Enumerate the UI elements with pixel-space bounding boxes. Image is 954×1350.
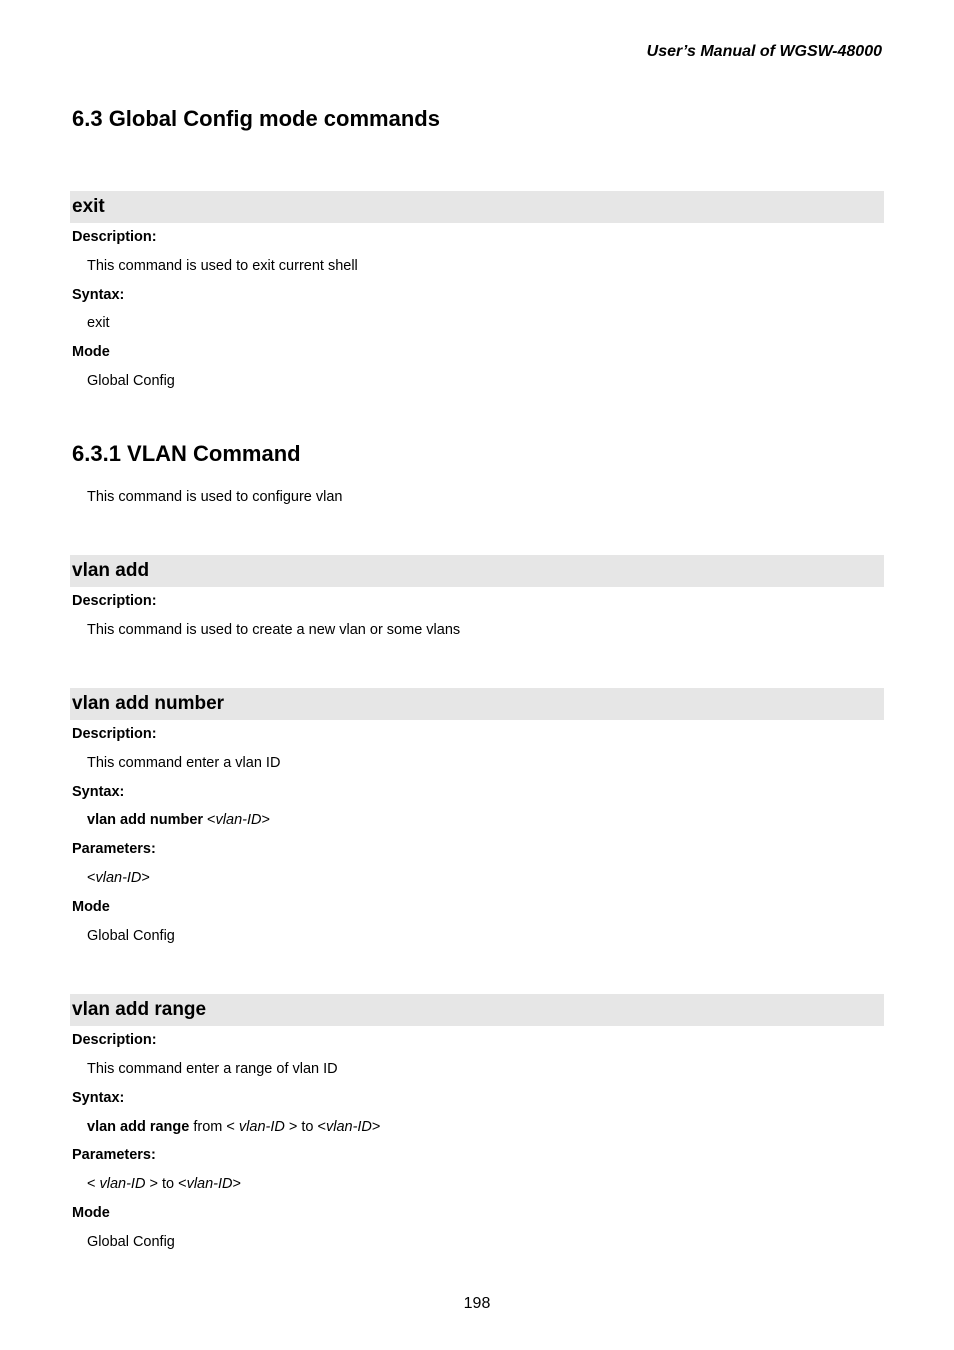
param-lt: < bbox=[87, 1176, 100, 1192]
vlan-add-range-mode: Global Config bbox=[87, 1234, 175, 1250]
exit-description-label: Description: bbox=[72, 229, 157, 245]
param-arg-end: vlan-ID bbox=[186, 1176, 233, 1192]
vlan-add-number-syntax bbox=[87, 812, 270, 828]
syntax-arg-start: vlan-ID bbox=[238, 1119, 285, 1135]
param-gt: > bbox=[141, 870, 150, 886]
vlan-add-range-syntax bbox=[87, 1119, 380, 1135]
syntax-arg: vlan-ID bbox=[215, 812, 262, 828]
param-lt: < bbox=[87, 870, 96, 886]
syntax-to: > to < bbox=[284, 1119, 326, 1135]
syntax-arg-end: vlan-ID bbox=[325, 1119, 372, 1135]
vlan-add-range-parameter bbox=[87, 1176, 241, 1192]
syntax-command: vlan add number bbox=[87, 812, 204, 828]
exit-syntax-label: Syntax: bbox=[72, 287, 125, 303]
command-bar-vlan-add-number bbox=[70, 688, 884, 720]
command-bar-vlan-add-range bbox=[70, 994, 884, 1026]
vlan-intro: This command is used to configure vlan bbox=[87, 489, 343, 505]
vlan-add-description: This command is used to create a new vlan or some vlans bbox=[87, 622, 461, 638]
param-arg: vlan-ID bbox=[95, 870, 142, 886]
vlan-add-number-mode: Global Config bbox=[87, 928, 175, 944]
syntax-lt: < bbox=[203, 812, 216, 828]
exit-description: This command is used to exit current shell bbox=[87, 258, 358, 274]
command-bar-exit bbox=[70, 191, 884, 223]
syntax-gt: > bbox=[261, 812, 270, 828]
vlan-add-range-parameters-label: Parameters: bbox=[72, 1147, 156, 1163]
syntax-gt: > bbox=[371, 1119, 381, 1135]
vlan-add-number-mode-label: Mode bbox=[72, 899, 110, 915]
vlan-add-range-description-label: Description: bbox=[72, 1032, 157, 1048]
exit-mode: Global Config bbox=[87, 373, 175, 389]
param-to: > to < bbox=[145, 1176, 187, 1192]
vlan-add-range-syntax-label: Syntax: bbox=[72, 1090, 125, 1106]
command-title-exit: exit bbox=[72, 196, 105, 217]
vlan-add-range-mode-label: Mode bbox=[72, 1205, 110, 1221]
exit-mode-label: Mode bbox=[72, 344, 110, 360]
param-arg-start: vlan-ID bbox=[99, 1176, 146, 1192]
vlan-add-number-parameter bbox=[87, 870, 150, 886]
vlan-add-number-description-label: Description: bbox=[72, 726, 157, 742]
command-title-vlan-add-range: vlan add range bbox=[72, 999, 207, 1020]
vlan-add-number-parameters-label: Parameters: bbox=[72, 841, 156, 857]
manual-title: User’s Manual of WGSW-48000 bbox=[646, 43, 882, 60]
page-number: 198 bbox=[463, 1295, 491, 1312]
param-gt: > bbox=[232, 1176, 241, 1192]
section-heading-6-3: 6.3 Global Config mode commands bbox=[72, 106, 440, 131]
command-bar-vlan-add bbox=[70, 555, 884, 587]
command-title-vlan-add-number: vlan add number bbox=[72, 693, 225, 714]
vlan-add-description-label: Description: bbox=[72, 593, 157, 609]
vlan-add-range-description: This command enter a range of vlan ID bbox=[87, 1061, 338, 1077]
section-heading-6-3-1: 6.3.1 VLAN Command bbox=[72, 441, 301, 466]
syntax-command: vlan add range bbox=[87, 1119, 190, 1135]
exit-syntax: exit bbox=[87, 315, 110, 331]
syntax-from: from < bbox=[189, 1119, 239, 1135]
command-title-vlan-add: vlan add bbox=[72, 560, 150, 581]
vlan-add-number-description: This command enter a vlan ID bbox=[87, 755, 281, 771]
vlan-add-number-syntax-label: Syntax: bbox=[72, 784, 125, 800]
